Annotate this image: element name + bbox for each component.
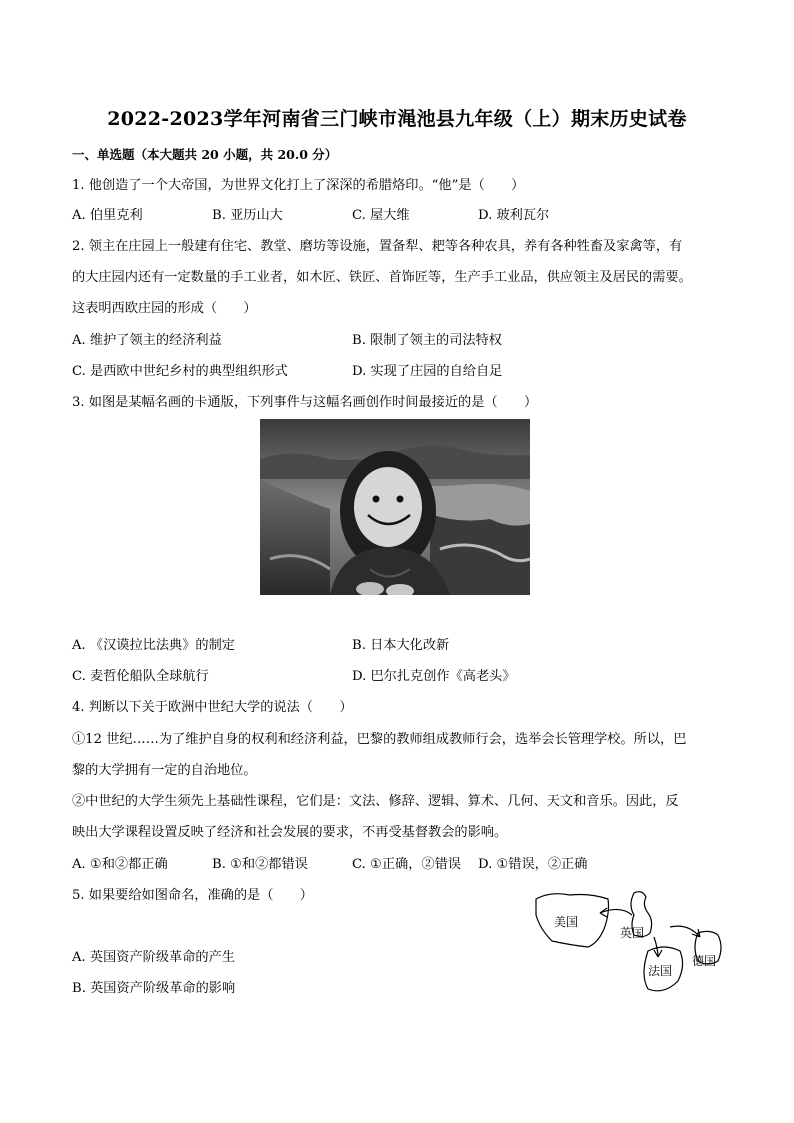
q5-option-a: A. 英国资产阶级革命的产生 [72,950,235,965]
question-4-statement-2-line-1: ②中世纪的大学生须先上基础性课程，它们是：文法、修辞、逻辑、算术、几何、天文和音乐。因此，反 [72,794,679,809]
question-4-statement-1-line-1: ①12 世纪……为了维护自身的权利和经济利益，巴黎的教师组成教师行会，选举会长管理学校。所以，巴 [72,732,687,747]
question-1-stem: 1. 他创造了一个大帝国，为世界文化打上了深深的希腊烙印。“他”是（ ） [72,178,525,193]
question-4-statement-2-line-2: 映出大学课程设置反映了经济和社会发展的要求，不再受基督教会的影响。 [72,825,508,840]
q2-option-d: D. 实现了庄园的自给自足 [352,364,503,379]
q4-option-d: D. ①错误，②正确 [478,857,588,872]
question-3-stem: 3. 如图是某幅名画的卡通版，下列事件与这幅名画创作时间最接近的是（ ） [72,395,538,410]
map-label-france: 法国 [648,964,673,978]
question-2-stem-line-3: 这表明西欧庄园的形成（ ） [72,301,257,316]
q3-option-c: C. 麦哲伦船队全球航行 [72,669,209,684]
q3-option-d: D. 巴尔扎克创作《高老头》 [352,669,516,684]
question-4-stem: 4. 判断以下关于欧洲中世纪大学的说法（ ） [72,700,353,715]
map-label-germany: 德国 [692,954,717,968]
q2-option-a: A. 维护了领主的经济利益 [72,333,222,348]
q2-option-c: C. 是西欧中世纪乡村的典型组织形式 [72,364,288,379]
q4-option-c: C. ①正确，②错误 [352,857,461,872]
revolution-influence-map [530,885,730,1005]
section-heading: 一、单选题（本大题共 20 小题，共 20.0 分） [72,147,338,162]
question-4-statement-1-line-2: 黎的大学拥有一定的自治地位。 [72,763,257,778]
q3-option-a: A. 《汉谟拉比法典》的制定 [72,638,235,653]
q4-option-a: A. ①和②都正确 [72,857,168,872]
q1-option-b: B. 亚历山大 [212,208,283,223]
q3-option-b: B. 日本大化改新 [352,638,450,653]
map-label-britain: 英国 [620,926,645,940]
map-label-usa: 美国 [554,915,579,929]
q1-option-a: A. 伯里克利 [72,208,143,223]
exam-title: 2022-2023学年河南省三门峡市渑池县九年级（上）期末历史试卷 [107,108,687,130]
q1-option-d: D. 玻利瓦尔 [478,208,550,223]
q2-option-b: B. 限制了领主的司法特权 [352,333,502,348]
q5-option-b: B. 英国资产阶级革命的影响 [72,981,236,996]
q4-option-b: B. ①和②都错误 [212,857,308,872]
question-2-stem-line-2: 的大庄园内还有一定数量的手工业者，如木匠、铁匠、首饰匠等，生产手工业品，供应领主及居民的需要。 [72,270,692,285]
question-2-stem-line-1: 2. 领主在庄园上一般建有住宅、教堂、磨坊等设施，置备犁、耙等各种农具，养有各种牲畜及家禽等，有 [72,239,683,254]
q1-option-c: C. 屋大维 [352,208,410,223]
question-5-stem: 5. 如果要给如图命名，准确的是（ ） [72,888,313,903]
cartoon-mona-lisa-image [260,419,530,595]
